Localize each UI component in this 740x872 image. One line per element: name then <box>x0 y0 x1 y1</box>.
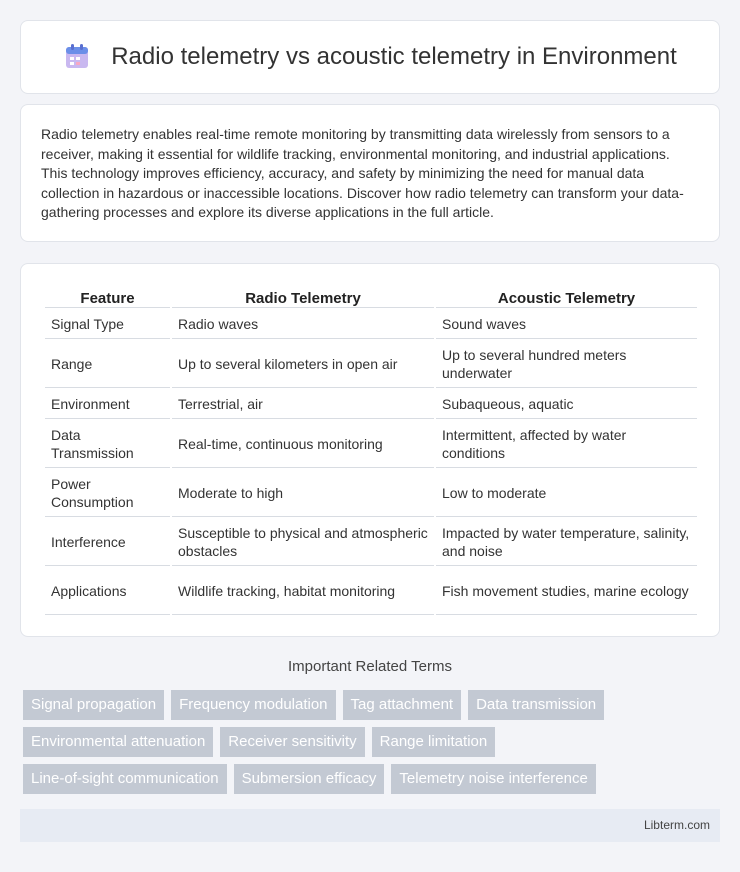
term-tag[interactable]: Telemetry noise interference <box>391 764 595 794</box>
table-cell: Subaqueous, aquatic <box>436 390 697 419</box>
table-cell: Applications <box>45 568 170 615</box>
term-tag[interactable]: Receiver sensitivity <box>220 727 364 757</box>
table-cell: Wildlife tracking, habitat monitoring <box>172 568 434 615</box>
intro-card <box>20 104 720 242</box>
table-cell: Sound waves <box>436 310 697 339</box>
table-cell: Susceptible to physical and atmospheric obstacles <box>172 519 434 566</box>
table-row <box>45 421 697 468</box>
term-tag[interactable]: Signal propagation <box>23 690 164 720</box>
table-cell: Range <box>45 341 170 388</box>
table-row <box>45 310 697 339</box>
table-cell: Power Consumption <box>45 470 170 517</box>
table-row <box>45 568 697 615</box>
related-terms-title: Important Related Terms <box>288 658 452 675</box>
table-row <box>45 390 697 419</box>
table-cell: Up to several hundred meters underwater <box>436 341 697 388</box>
term-row <box>23 764 723 794</box>
term-tag[interactable]: Line-of-sight communication <box>23 764 227 794</box>
intro-text: Radio telemetry enables real-time remote monitoring by transmitting data wirelessly from sensors to a receiver, making it essential for wildlife tracking, environmental monitoring, and industrial applications. This technology improves efficiency, accuracy, and safety by minimizing the need for manual data collection in hazardous or inaccessible locations. Discover how radio telemetry can transform your data-gathering processes and explore its diverse applications in the full article. <box>41 126 684 220</box>
table-row <box>45 341 697 388</box>
term-tag[interactable]: Submersion efficacy <box>234 764 385 794</box>
term-row <box>23 727 723 757</box>
table-cell: Impacted by water temperature, salinity, and noise <box>436 519 697 566</box>
table-cell: Intermittent, affected by water conditions <box>436 421 697 468</box>
column-header: Radio Telemetry <box>172 286 434 308</box>
table-cell: Up to several kilometers in open air <box>172 341 434 388</box>
table-cell: Moderate to high <box>172 470 434 517</box>
table-cell: Signal Type <box>45 310 170 339</box>
table-cell: Radio waves <box>172 310 434 339</box>
table-cell: Environment <box>45 390 170 419</box>
table-cell: Data Transmission <box>45 421 170 468</box>
term-row <box>23 690 723 720</box>
footer-link[interactable]: Libterm.com <box>643 818 710 832</box>
comparison-card <box>20 263 720 637</box>
comparison-table <box>43 284 699 617</box>
table-header-row <box>45 286 697 308</box>
table-cell: Real-time, continuous monitoring <box>172 421 434 468</box>
table-cell: Fish movement studies, marine ecology <box>436 568 697 615</box>
column-header: Acoustic Telemetry <box>436 286 697 308</box>
term-tag[interactable]: Tag attachment <box>343 690 462 720</box>
table-cell: Low to moderate <box>436 470 697 517</box>
term-tag[interactable]: Environmental attenuation <box>23 727 213 757</box>
column-header: Feature <box>45 286 170 308</box>
term-tag[interactable]: Range limitation <box>372 727 496 757</box>
calendar-icon <box>63 43 91 71</box>
table-row <box>45 519 697 566</box>
table-cell: Interference <box>45 519 170 566</box>
term-tag[interactable]: Data transmission <box>468 690 604 720</box>
footer <box>20 809 720 842</box>
page-title: Radio telemetry vs acoustic telemetry in Environment <box>111 43 677 70</box>
term-tag[interactable]: Frequency modulation <box>171 690 335 720</box>
table-cell: Terrestrial, air <box>172 390 434 419</box>
page-header <box>20 20 720 94</box>
related-terms <box>23 690 723 801</box>
table-row <box>45 470 697 517</box>
